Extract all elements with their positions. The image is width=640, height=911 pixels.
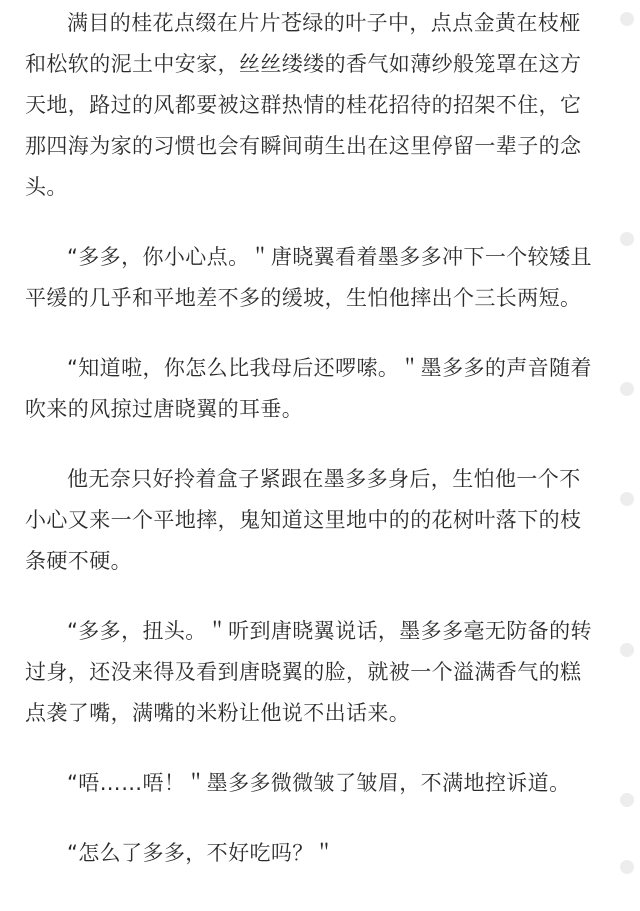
comment-marker-icon[interactable] [620, 382, 634, 396]
paragraph-comment-markers [616, 0, 640, 911]
paragraph: 他无奈只好拎着盒子紧跟在墨多多身后，生怕他一个不小心又来一个平地摔，鬼知道这里地中的的花树叶落下的枝条硬不硬。 [25, 467, 582, 573]
comment-marker-icon[interactable] [620, 793, 634, 807]
paragraph: “知道啦，你怎么比我母后还啰嗦。＂墨多多的声音随着吹来的风掠过唐晓翼的耳垂。 [25, 356, 592, 421]
comment-marker-icon[interactable] [620, 12, 634, 26]
paragraph: “唔……唔！＂墨多多微微皱了皱眉，不满地控诉道。 [67, 771, 571, 795]
article-body [25, 0, 597, 874]
comment-marker-icon[interactable] [620, 860, 634, 874]
paragraph: “多多，你小心点。＂唐晓翼看着墨多多冲下一个较矮且平缓的几乎和平地差不多的缓坡，生怕他摔出个三长两短。 [25, 245, 592, 310]
paragraph: “多多，扭头。＂听到唐晓翼说话，墨多多毫无防备的转过身，还没来得及看到唐晓翼的脸，就被一个溢满香气的糕点袭了嘴，满嘴的米粉让他说不出话来。 [25, 619, 592, 725]
paragraph: 满目的桂花点缀在片片苍绿的叶子中，点点金黄在枝桠和松软的泥土中安家，丝丝缕缕的香气如薄纱般笼罩在这方天地，路过的风都要被这群热情的桂花招待的招架不住，它那四海为家的习惯也会有瞬间萌生出在这里停留一辈子的念头。 [25, 11, 582, 199]
comment-marker-icon[interactable] [620, 643, 634, 657]
comment-marker-icon[interactable] [620, 492, 634, 506]
comment-marker-icon[interactable] [620, 232, 634, 246]
paragraph: “怎么了多多，不好吃吗？＂ [67, 841, 336, 865]
